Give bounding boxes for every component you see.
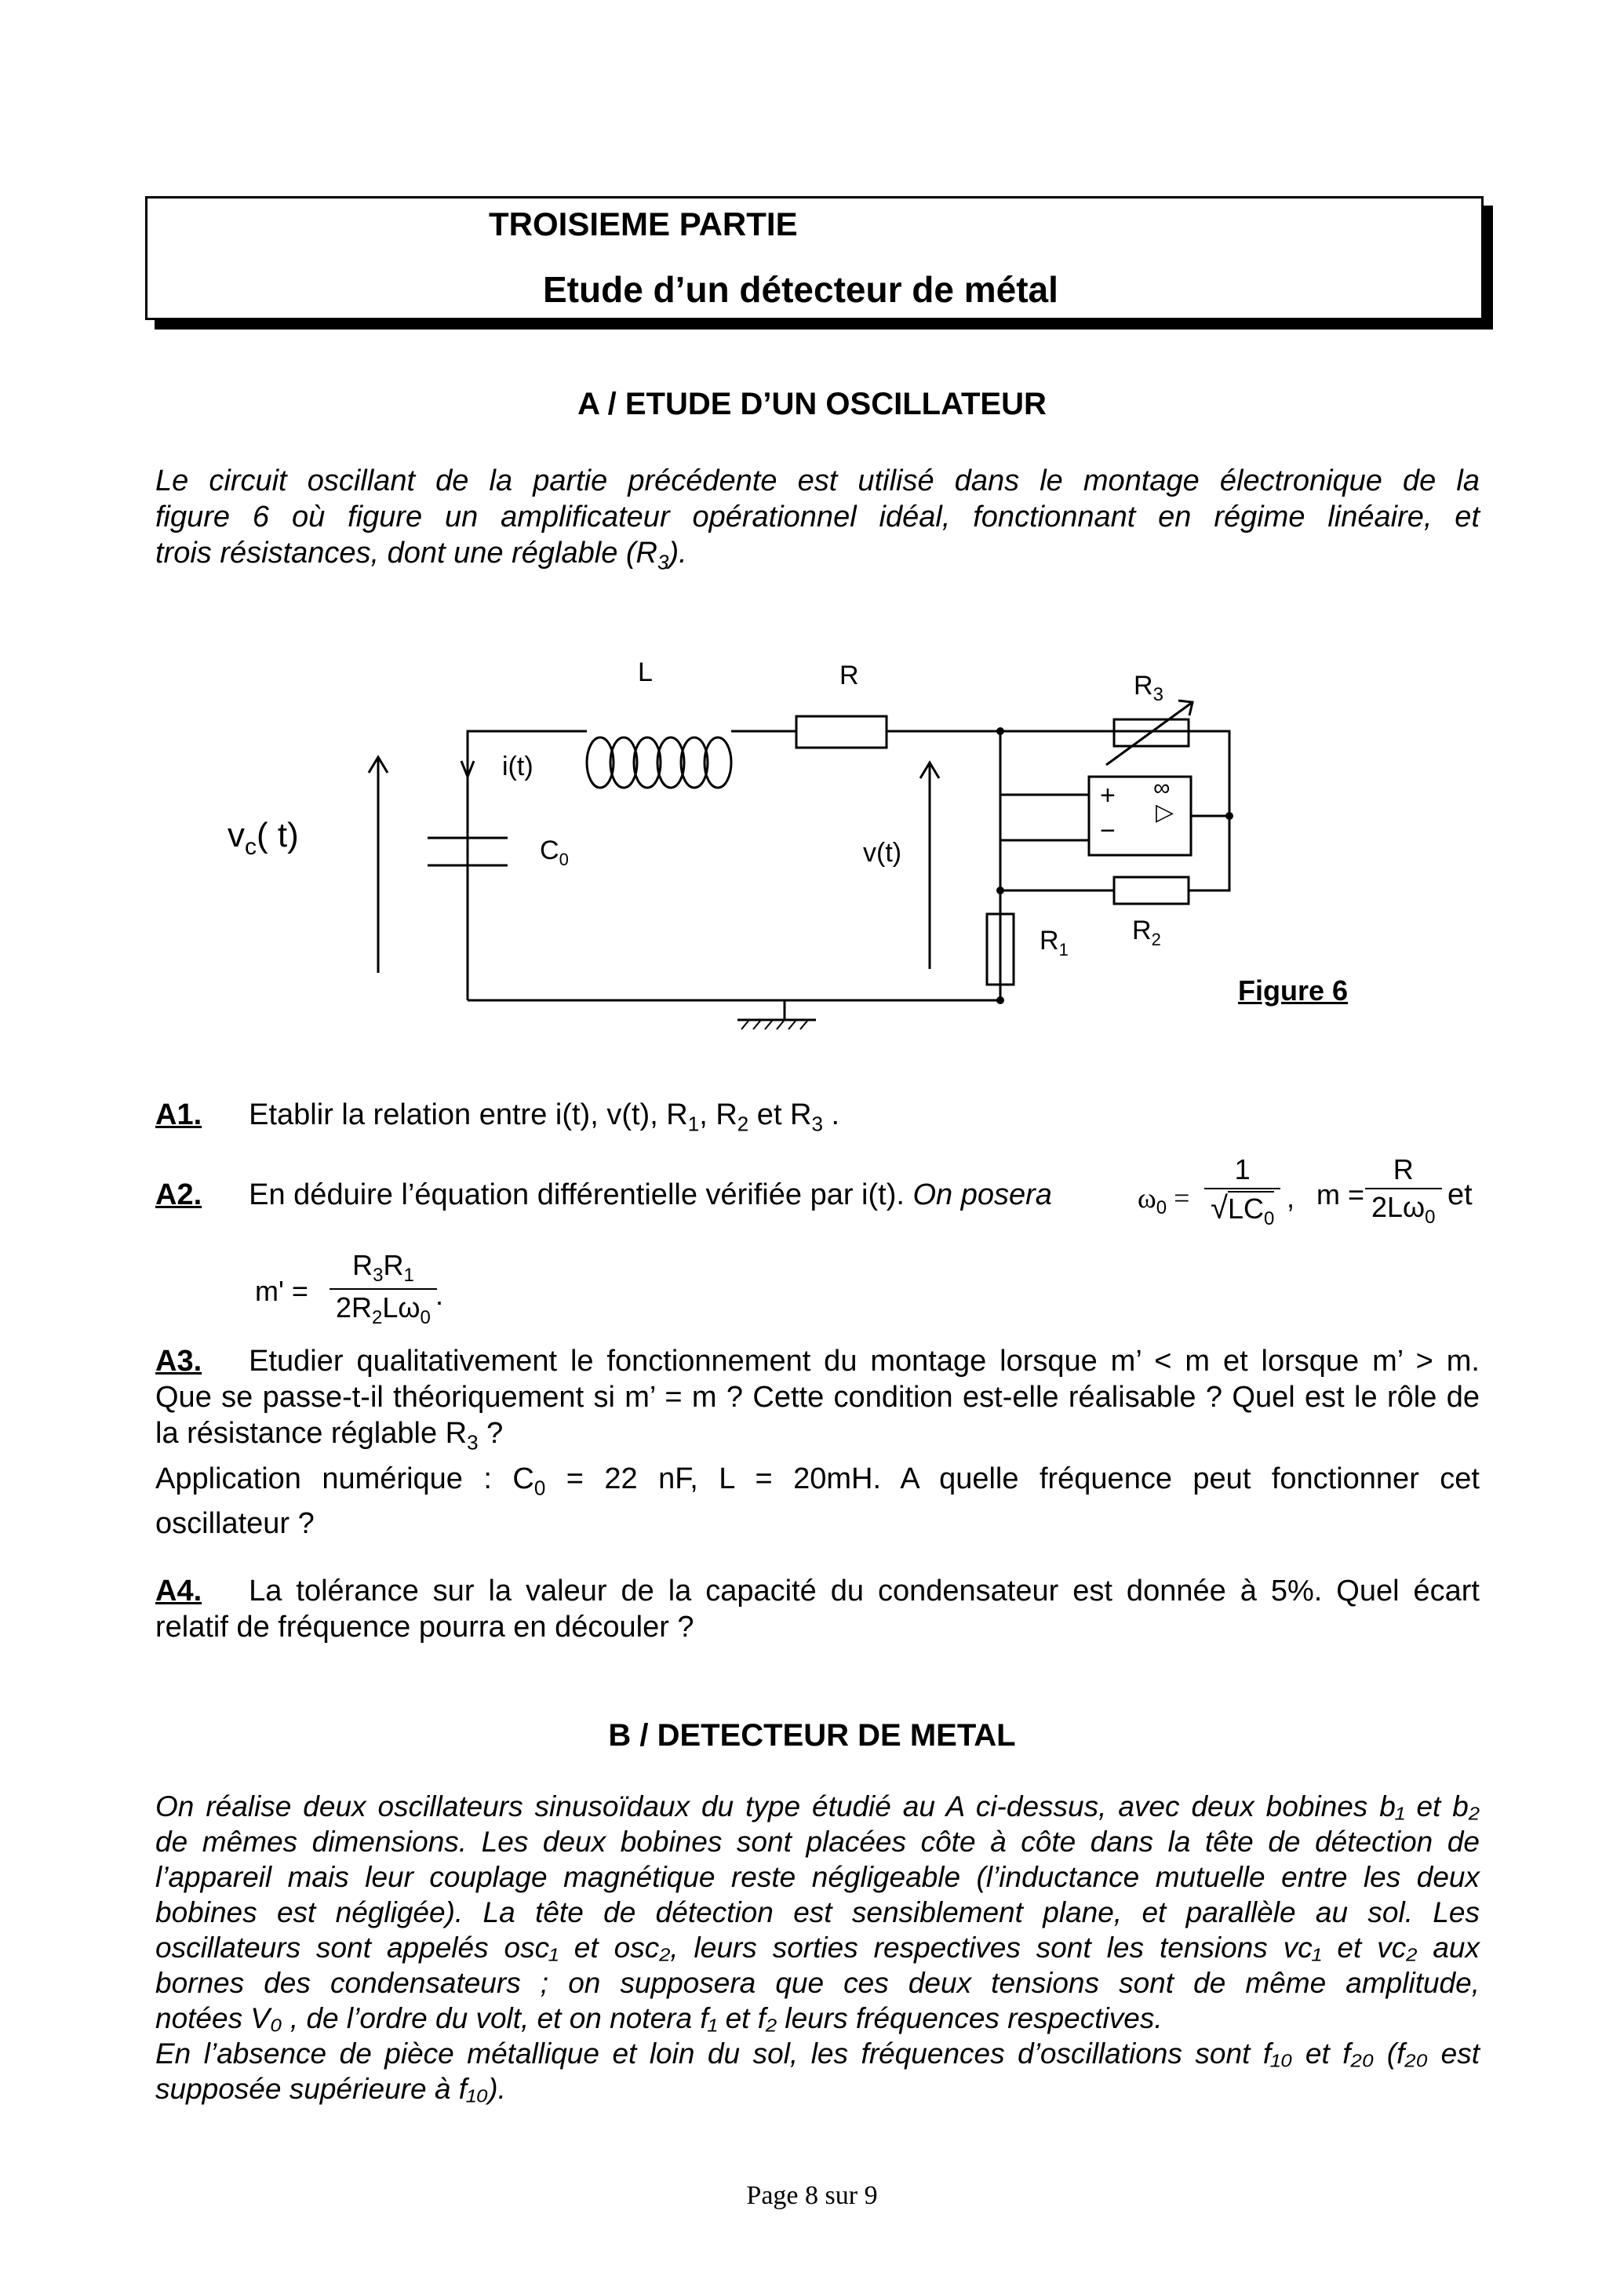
question-line: oscillateur ?	[155, 1507, 315, 1541]
node-dot	[996, 996, 1004, 1004]
sqrt-body	[1227, 1191, 1275, 1230]
label-text: R	[1134, 671, 1153, 701]
question-text: et R	[748, 1098, 812, 1131]
part-label: TROISIEME PARTIE	[489, 206, 798, 242]
question-text: La tolérance sur la valeur de la capacité du condensateur est donnée à 5%. Quel écart	[249, 1575, 1480, 1608]
question-label: A1.	[155, 1098, 202, 1131]
fraction-omega0	[1204, 1153, 1280, 1230]
circuit-diagram	[0, 0, 1624, 1051]
question-text: = 22 nF, L = 20mH. A quelle fréquence peut fonctionner cet	[545, 1462, 1480, 1495]
den-text: Lω	[382, 1291, 421, 1324]
question-sub: 3	[811, 1112, 823, 1136]
question-a1	[155, 1097, 839, 1142]
fraction-bar	[1365, 1188, 1442, 1189]
question-a4	[155, 1573, 1480, 1645]
m-symbol	[1316, 1178, 1364, 1211]
question-label: A4.	[155, 1575, 202, 1608]
label-vt: v(t)	[863, 838, 902, 868]
symbol-text: ω	[1138, 1182, 1156, 1214]
question-sub: 1	[687, 1112, 700, 1136]
paragraph-line: bornes des condensateurs ; on supposera que ces deux tensions sont de même amplitude,	[155, 1967, 1480, 1999]
label-r: R	[839, 661, 859, 690]
label-text: R	[1132, 916, 1152, 945]
fraction-mprime	[330, 1249, 437, 1329]
num-text: R	[352, 1249, 373, 1281]
paragraph-line: notées V₀ , de l’ordre du volt, et on notera f₁ et f₂ leurs fréquences respectives.	[155, 2002, 1163, 2034]
symbol-text: =	[1174, 1182, 1190, 1214]
fraction-den	[330, 1291, 437, 1329]
question-line: relatif de fréquence pourra en découler ?	[155, 1611, 694, 1644]
den-sub: 0	[1425, 1207, 1436, 1229]
label-l: L	[638, 657, 653, 687]
label-sub: c	[245, 833, 257, 860]
fraction-bar	[330, 1288, 437, 1290]
den-sub: 0	[420, 1307, 431, 1329]
symbol-sub: 0	[1156, 1197, 1167, 1219]
den-sub: 2	[372, 1307, 383, 1329]
question-line	[155, 1573, 1480, 1609]
question-line	[155, 1415, 1480, 1461]
question-sub: 2	[737, 1112, 749, 1136]
question-line	[155, 1461, 1480, 1506]
paragraph-line: bobines est négligée). La tête de détection est sensiblement plane, et parallèle au sol. Les	[155, 1896, 1480, 1928]
num-text: R	[383, 1249, 404, 1281]
node-dot	[1225, 812, 1233, 820]
label-r1	[1040, 926, 1069, 960]
fraction-m	[1365, 1153, 1442, 1229]
question-text: Application numérique : C	[155, 1462, 534, 1495]
symbol-text: m	[1316, 1178, 1340, 1211]
omega0-symbol	[1138, 1182, 1189, 1219]
mprime-symbol: m' =	[255, 1275, 308, 1307]
question-line: Que se passe-t-il théoriquement si m’ = m ? Cette condition est-elle réalisable ? Quel est le rôle de	[155, 1381, 1480, 1414]
opamp-plus: +	[1100, 781, 1116, 810]
paragraph-line: oscillateurs sont appelés osc₁ et osc₂, leurs sorties respectives sont les tensions vc₁ et vc₂ aux	[155, 1932, 1480, 1964]
question-sub: 3	[467, 1430, 479, 1455]
label-r2	[1132, 916, 1161, 950]
wire-r2-return	[1189, 816, 1229, 890]
question-text: la résistance réglable R	[155, 1417, 468, 1450]
question-text: Etudier qualitativement le fonctionnement du montage lorsque m’ < m et lorsque m’ > m.	[249, 1345, 1480, 1378]
label-text: ( t)	[257, 816, 299, 854]
num-sub: 3	[373, 1265, 384, 1287]
question-text: ?	[478, 1417, 504, 1450]
section-b-paragraph	[155, 1789, 1480, 2106]
opamp-triangle-icon: ▷	[1156, 799, 1174, 825]
symbol-text: =	[1348, 1178, 1365, 1211]
fraction-den: $√LC_0$	[1211, 1191, 1275, 1230]
label-r3	[1134, 671, 1163, 706]
et-word: et	[1447, 1178, 1473, 1211]
question-line	[155, 1343, 1480, 1379]
r3-adjust-arrow	[1106, 702, 1193, 765]
intro-line: figure 6 où figure un amplificateur opérationnel idéal, fonctionnant en régime linéaire, et	[155, 501, 1480, 533]
question-a3	[155, 1343, 1480, 1542]
question-label: A3.	[155, 1345, 202, 1378]
fraction-num: 1	[1234, 1153, 1251, 1185]
den-text: LC	[1227, 1193, 1264, 1225]
label-text: R	[1040, 926, 1059, 956]
section-b-heading: B / DETECTEUR DE METAL	[608, 1718, 1016, 1753]
den-text: 2Lω	[1371, 1191, 1426, 1223]
period: .	[435, 1279, 444, 1311]
intro-sub: 3	[657, 550, 669, 574]
den-text: 2R	[336, 1291, 373, 1324]
inductor-coil	[587, 737, 731, 788]
num-sub: 1	[403, 1265, 414, 1287]
question-sub: 0	[533, 1476, 546, 1500]
question-text: Etablir la relation entre i(t), v(t), R	[249, 1098, 688, 1131]
label-vc	[228, 816, 299, 861]
question-text: En déduire l’équation différentielle vérifiée par i(t).	[249, 1178, 905, 1211]
den-sub: 0	[1263, 1208, 1275, 1230]
ground-hatch	[741, 1020, 808, 1029]
label-text: v	[228, 816, 245, 854]
label-c0	[540, 836, 569, 870]
page-number: Page 8 sur 9	[746, 2181, 878, 2210]
fraction-den	[1365, 1191, 1442, 1229]
question-italic: On posera	[912, 1178, 1052, 1211]
resistor-r2	[1114, 877, 1189, 904]
label-sub: 1	[1058, 939, 1069, 959]
question-label: A2.	[155, 1178, 202, 1211]
question-text: , R	[699, 1098, 737, 1131]
label-sub: 2	[1151, 929, 1161, 949]
intro-text: trois résistances, dont une réglable (R	[155, 537, 657, 570]
question-text: .	[822, 1098, 840, 1131]
section-a-heading: A / ETUDE D’UN OSCILLATEUR	[577, 387, 1047, 421]
wire-minus-input	[1000, 840, 1089, 890]
figure-caption: Figure 6	[1238, 974, 1349, 1007]
fraction-num	[346, 1249, 421, 1287]
paragraph-line: On réalise deux oscillateurs sinusoïdaux du type étudié au A ci-dessus, avec deux bobines b₁ et b₂	[155, 1790, 1480, 1822]
opamp-minus: −	[1100, 816, 1116, 846]
paragraph-line: supposée supérieure à f₁₀).	[155, 2073, 506, 2105]
node-dot	[996, 887, 1004, 894]
label-sub: 3	[1152, 683, 1163, 705]
label-it: i(t)	[502, 752, 533, 781]
question-a2	[155, 1177, 1052, 1213]
resistor-r	[796, 716, 887, 748]
intro-text: ).	[668, 537, 687, 570]
fraction-num: R	[1393, 1153, 1414, 1185]
node-dot	[996, 727, 1004, 735]
opamp-infinity: ∞	[1153, 775, 1171, 801]
intro-line: Le circuit oscillant de la partie précédente est utilisé dans le montage électronique de la	[155, 464, 1480, 497]
paragraph-line: En l’absence de pièce métallique et loin du sol, les fréquences d’oscillations sont f₁₀ et f₂₀ (f₂₀ est	[155, 2037, 1480, 2070]
paragraph-line: l’appareil mais leur couplage magnétique reste négligeable (l’inductance mutuelle entre les deux	[155, 1861, 1480, 1893]
fraction-bar	[1204, 1188, 1280, 1189]
comma: ,	[1287, 1182, 1295, 1214]
label-sub: 0	[559, 849, 569, 869]
page-title: Etude d’un détecteur de métal	[543, 269, 1058, 310]
paragraph-line: de mêmes dimensions. Les deux bobines sont placées côte à côte dans la tête de détection de	[155, 1826, 1480, 1858]
label-text: C	[540, 836, 559, 865]
